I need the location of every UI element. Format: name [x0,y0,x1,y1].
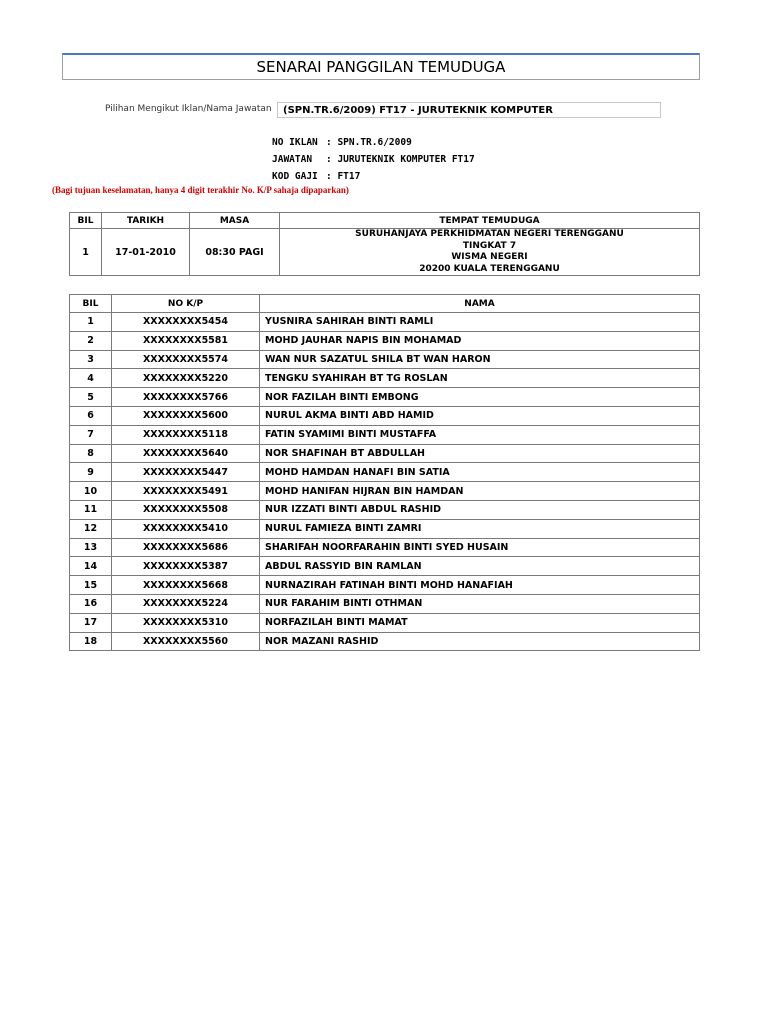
row-bil: 14 [70,557,112,576]
page-title: SENARAI PANGGILAN TEMUDUGA [62,53,700,80]
row-kp: XXXXXXXX5310 [112,613,260,632]
table-row [70,425,700,444]
row-kp: XXXXXXXX5766 [112,388,260,407]
row-bil: 10 [70,482,112,501]
row-bil: 13 [70,538,112,557]
schedule-row [70,229,700,276]
table-row [70,463,700,482]
row-bil: 17 [70,613,112,632]
candidate-rows [70,313,700,651]
row-bil: 7 [70,425,112,444]
row-nama: NOR FAZILAH BINTI EMBONG [260,388,700,407]
row-bil: 8 [70,444,112,463]
schedule-header-tarikh: TARIKH [102,213,190,229]
row-kp: XXXXXXXX5668 [112,576,260,595]
row-kp: XXXXXXXX5581 [112,331,260,350]
info-jawatan: JAWATAN : JURUTEKNIK KOMPUTER FT17 [272,154,475,165]
row-kp: XXXXXXXX5447 [112,463,260,482]
row-nama: NOR MAZANI RASHID [260,632,700,651]
candidate-header-kp: NO K/P [112,295,260,313]
row-kp: XXXXXXXX5454 [112,313,260,332]
schedule-table [69,212,700,276]
row-kp: XXXXXXXX5491 [112,482,260,501]
info-kod-gaji-label: KOD GAJI [272,171,318,182]
candidate-header-bil: BIL [70,295,112,313]
table-row [70,538,700,557]
candidate-table [69,294,700,651]
row-nama: MOHD JAUHAR NAPIS BIN MOHAMAD [260,331,700,350]
row-bil: 11 [70,500,112,519]
row-bil: 3 [70,350,112,369]
row-nama: WAN NUR SAZATUL SHILA BT WAN HARON [260,350,700,369]
row-kp: XXXXXXXX5410 [112,519,260,538]
row-nama: NOR SHAFINAH BT ABDULLAH [260,444,700,463]
info-no-iklan: NO IKLAN : SPN.TR.6/2009 [272,137,412,148]
table-row [70,350,700,369]
info-kod-gaji: KOD GAJI : FT17 [272,171,361,182]
row-kp: XXXXXXXX5574 [112,350,260,369]
job-selection-label: Pilihan Mengikut Iklan/Nama Jawatan [105,104,272,114]
info-jawatan-label: JAWATAN [272,154,313,165]
row-nama: NURNAZIRAH FATINAH BINTI MOHD HANAFIAH [260,576,700,595]
job-selection-row [105,102,661,120]
table-row [70,482,700,501]
tempat-line: SURUHANJAYA PERKHIDMATAN NEGERI TERENGGANU [355,229,624,239]
info-jawatan-value: JURUTEKNIK KOMPUTER FT17 [337,154,475,165]
row-nama: FATIN SYAMIMI BINTI MUSTAFFA [260,425,700,444]
table-row [70,576,700,595]
row-bil: 9 [70,463,112,482]
row-bil: 12 [70,519,112,538]
tempat-line: 20200 KUALA TERENGGANU [419,263,560,274]
row-nama: NUR IZZATI BINTI ABDUL RASHID [260,500,700,519]
schedule-header-tempat: TEMPAT TEMUDUGA [280,213,700,229]
row-kp: XXXXXXXX5118 [112,425,260,444]
row-nama: NUR FARAHIM BINTI OTHMAN [260,594,700,613]
table-row [70,406,700,425]
row-nama: NURUL AKMA BINTI ABD HAMID [260,406,700,425]
table-row [70,613,700,632]
info-kod-gaji-value: FT17 [337,171,361,182]
row-kp: XXXXXXXX5387 [112,557,260,576]
schedule-header-bil: BIL [70,213,102,229]
row-nama: YUSNIRA SAHIRAH BINTI RAMLI [260,313,700,332]
row-kp: XXXXXXXX5220 [112,369,260,388]
table-row [70,594,700,613]
row-kp: XXXXXXXX5560 [112,632,260,651]
table-row [70,369,700,388]
table-row [70,444,700,463]
table-row [70,557,700,576]
table-row [70,632,700,651]
row-nama: MOHD HAMDAN HANAFI BIN SATIA [260,463,700,482]
schedule-bil: 1 [70,229,102,276]
row-nama: SHARIFAH NOORFARAHIN BINTI SYED HUSAIN [260,538,700,557]
security-note: (Bagi tujuan keselamatan, hanya 4 digit terakhir No. K/P sahaja dipaparkan) [52,185,349,195]
info-no-iklan-label: NO IKLAN [272,137,318,148]
row-bil: 16 [70,594,112,613]
row-bil: 6 [70,406,112,425]
row-bil: 15 [70,576,112,595]
row-kp: XXXXXXXX5686 [112,538,260,557]
row-nama: MOHD HANIFAN HIJRAN BIN HAMDAN [260,482,700,501]
schedule-tempat [280,229,700,276]
schedule-masa: 08:30 PAGI [190,229,280,276]
table-row [70,313,700,332]
row-kp: XXXXXXXX5508 [112,500,260,519]
tempat-line: WISMA NEGERI [451,252,528,262]
job-selection-select[interactable]: (SPN.TR.6/2009) FT17 - JURUTEKNIK KOMPUTER [277,102,661,118]
candidate-header-nama: NAMA [260,295,700,313]
row-nama: NURUL FAMIEZA BINTI ZAMRI [260,519,700,538]
row-kp: XXXXXXXX5600 [112,406,260,425]
row-kp: XXXXXXXX5224 [112,594,260,613]
table-row [70,388,700,407]
row-bil: 2 [70,331,112,350]
row-nama: ABDUL RASSYID BIN RAMLAN [260,557,700,576]
tempat-line: TINGKAT 7 [462,240,517,251]
info-no-iklan-value: SPN.TR.6/2009 [337,137,412,148]
row-bil: 18 [70,632,112,651]
schedule-tarikh: 17-01-2010 [102,229,190,276]
row-bil: 1 [70,313,112,332]
row-kp: XXXXXXXX5640 [112,444,260,463]
row-bil: 4 [70,369,112,388]
schedule-header-row [70,213,700,229]
schedule-header-masa: MASA [190,213,280,229]
table-row [70,519,700,538]
row-nama: NORFAZILAH BINTI MAMAT [260,613,700,632]
row-nama: TENGKU SYAHIRAH BT TG ROSLAN [260,369,700,388]
row-bil: 5 [70,388,112,407]
table-row [70,331,700,350]
candidate-header-row [70,295,700,313]
table-row [70,500,700,519]
